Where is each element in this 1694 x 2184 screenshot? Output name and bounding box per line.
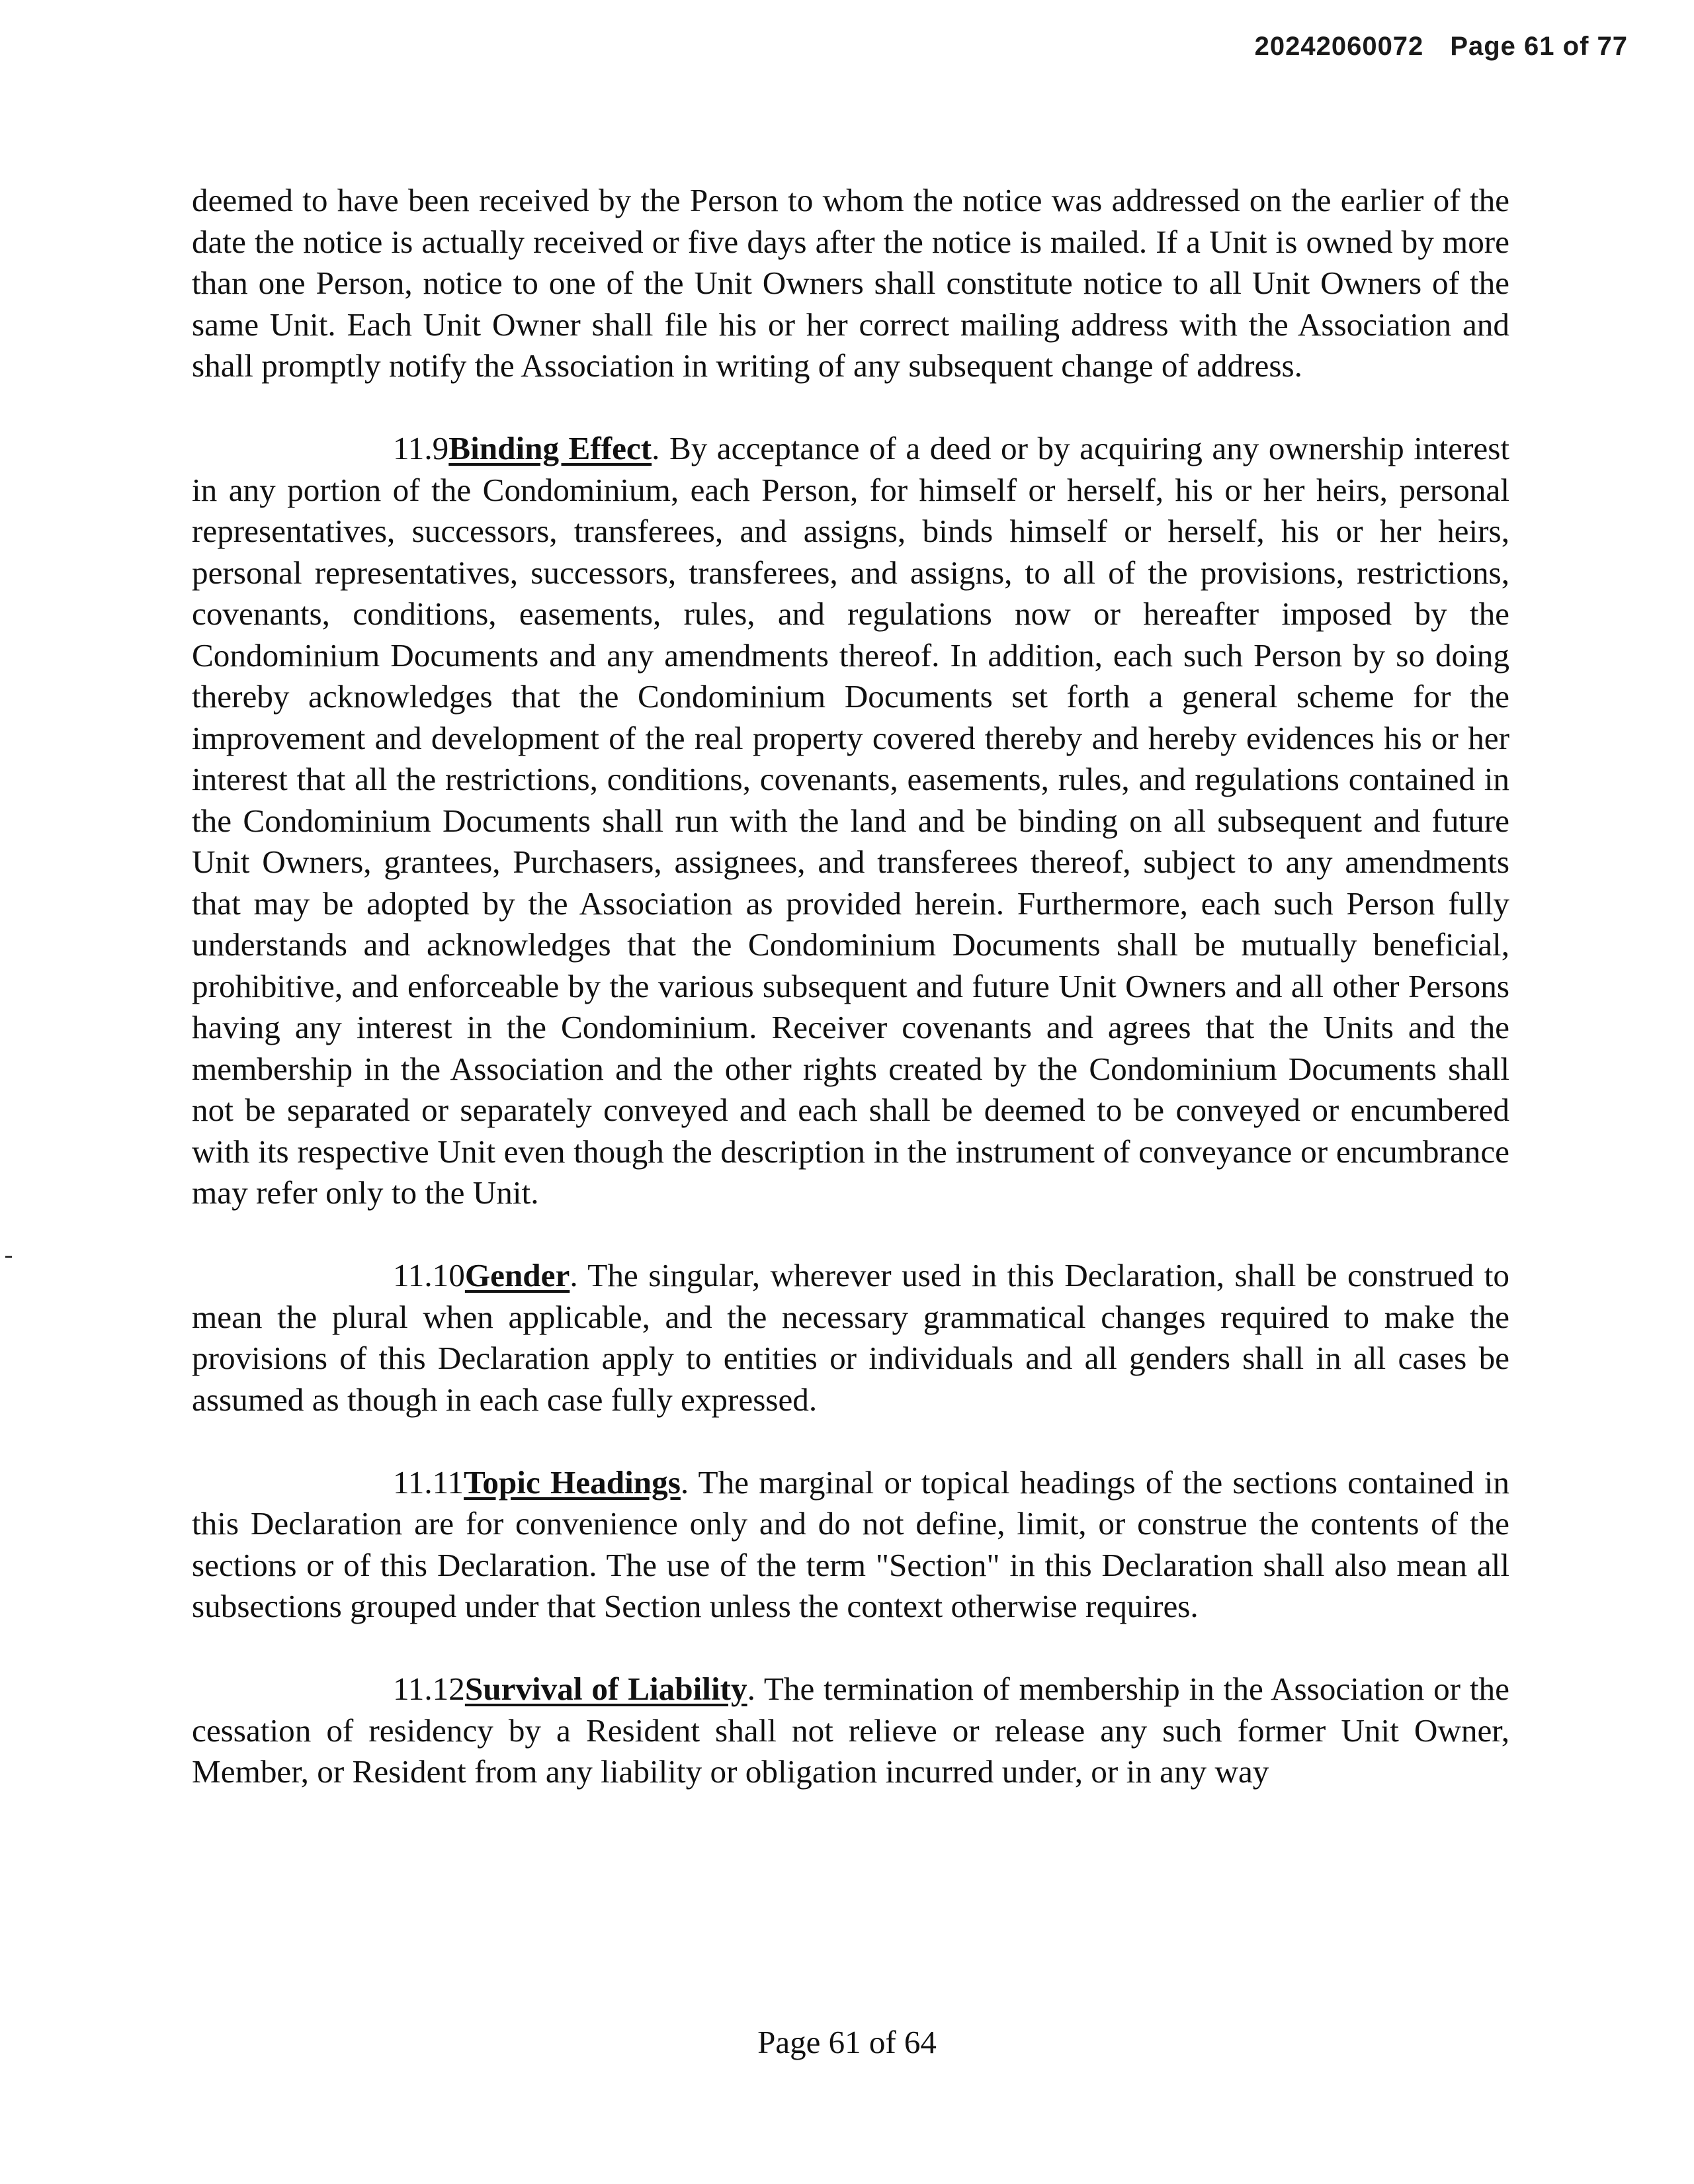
section-heading: Topic Headings xyxy=(464,1463,681,1501)
section-number: 11.10 xyxy=(393,1257,465,1293)
section-heading: Gender xyxy=(464,1257,570,1293)
recording-stamp xyxy=(1255,32,1628,62)
section-number: 11.11 xyxy=(393,1463,464,1501)
margin-mark xyxy=(5,1256,12,1258)
section-text: The termination of membership in the Association or the cessation of residency by a Resident shall not relieve or release any such former Unit Owner, Member, or Resident from any liability or obligation incurred under, or in any way xyxy=(192,1671,1509,1790)
recording-number: 20242060072 xyxy=(1254,32,1424,61)
continuation-paragraph: deemed to have been received by the Person to whom the notice was addressed on the earlier of the date the notice is actually received or five days after the notice is mailed. If a Unit is owned by more than one Person, notice to one of the Unit Owners shall constitute notice to all Unit Owners of the same Unit. Each Unit Owner shall file his or her correct mailing address with the Association and shall promptly notify the Association in writing of any subsequent change of address. xyxy=(192,182,1509,384)
page-footer: Page 61 of 64 xyxy=(757,2024,937,2060)
section-heading: Survival of Liability xyxy=(464,1671,747,1707)
section-text: The marginal or topical headings of the sections contained in this Declaration are for convenience only and do not define, limit, or construe the contents of the sections or of this Declaration. The use of the term "Section" in this Declaration shall also mean all subsections grouped under that Section unless the context otherwise requires. xyxy=(192,1463,1509,1624)
section-11-9: 11.9Binding Effect. By acceptance of a deed or by acquiring any ownership interest in any portion of the Condominium, each Person, for himself or herself, his or her heirs, personal representatives, successors, transferees, and assigns, binds himself or herself, his or her heirs, personal representatives, successors, transferees, and assigns, to all of the provisions, restrictions, covenants, conditions, easements, rules, and regulations now or hereafter imposed by the Condominium Documents and any amendments thereof. In addition, each such Person by so doing thereby acknowledges that the Condominium Documents set forth a general scheme for the improvement and development of the real property covered thereby and hereby evidences his or her interest that all the restrictions, conditions, covenants, easements, rules, and regulations contained in the Condominium Documents shall run with the land and be binding on all subsequent and future Unit Owners, grantees, Purchasers, assignees, and transferees thereof, subject to any amendments that may be adopted by the Association as provided herein. Furthermore, each such Person fully understands and acknowledges that the Condominium Documents shall be mutually beneficial, prohibitive, and enforceable by the various subsequent and future Unit Owners and all other Persons having any interest in the Condominium. Receiver covenants and agrees that the Units and the membership in the Association and the other rights created by the Condominium Documents shall not be separated or separately conveyed and each shall be deemed to be conveyed or encumbered with its respective Unit even though the description in the instrument of conveyance or encumbrance may refer only to the Unit. xyxy=(192,428,1509,1214)
section-number: 11.9 xyxy=(393,430,449,466)
section-11-10: 11.10Gender. The singular, wherever used in this Declaration, shall be construed to mean the plural when applicable, and the necessary grammatical changes required to make the provisions of this Declaration apply to entities or individuals and all genders shall in all cases be assumed as though in each case fully expressed. xyxy=(192,1255,1509,1420)
recording-page-label: Page 61 of 77 xyxy=(1450,32,1628,61)
section-11-12: 11.12Survival of Liability. The termination of membership in the Association or the cessation of residency by a Resident shall not relieve or release any such former Unit Owner, Member, or Resident from any liability or obligation incurred under, or in any way xyxy=(192,1669,1509,1793)
section-heading: Binding Effect xyxy=(448,430,652,466)
section-number: 11.12 xyxy=(393,1671,465,1707)
section-11-11: 11.11Topic Headings. The marginal or topical headings of the sections contained in this Declaration are for convenience only and do not define, limit, or construe the contents of the sections or of this Declaration. The use of the term "Section" in this Declaration shall also mean all subsections grouped under that Section unless the context otherwise requires. xyxy=(192,1462,1509,1628)
section-text: By acceptance of a deed or by acquiring any ownership interest in any portion of the Condominium, each Person, for himself or herself, his or her heirs, personal representatives, successors, transferees, and assigns, binds himself or herself, his or her heirs, personal representatives, successors, transferees, and assigns, to all of the provisions, restrictions, covenants, conditions, easements, rules, and regulations now or hereafter imposed by the Condominium Documents and any amendments thereof. In addition, each such Person by so doing thereby acknowledges that the Condominium Documents set forth a general scheme for the improvement and development of the real property covered thereby and hereby evidences his or her interest that all the restrictions, conditions, covenants, easements, rules, and regulations contained in the Condominium Documents shall run with the land and be binding on all subsequent and future Unit Owners, grantees, Purchasers, assignees, and transferees thereof, subject to any amendments that may be adopted by the Association as provided herein. Furthermore, each such Person fully understands and acknowledges that the Condominium Documents shall be mutually beneficial, prohibitive, and enforceable by the various subsequent and future Unit Owners and all other Persons having any interest in the Condominium. Receiver covenants and agrees that the Units and the membership in the Association and the other rights created by the Condominium Documents shall not be separated or separately conveyed and each shall be deemed to be conveyed or encumbered with its respective Unit even though the description in the instrument of conveyance or encumbrance may refer only to the Unit. xyxy=(192,430,1510,1211)
section-text: The singular, wherever used in this Declaration, shall be construed to mean the plural when applicable, and the necessary grammatical changes required to make the provisions of this Declaration apply to entities or individuals and all genders shall in all cases be assumed as though in each case fully expressed. xyxy=(192,1257,1509,1418)
document-body xyxy=(192,180,1509,1834)
